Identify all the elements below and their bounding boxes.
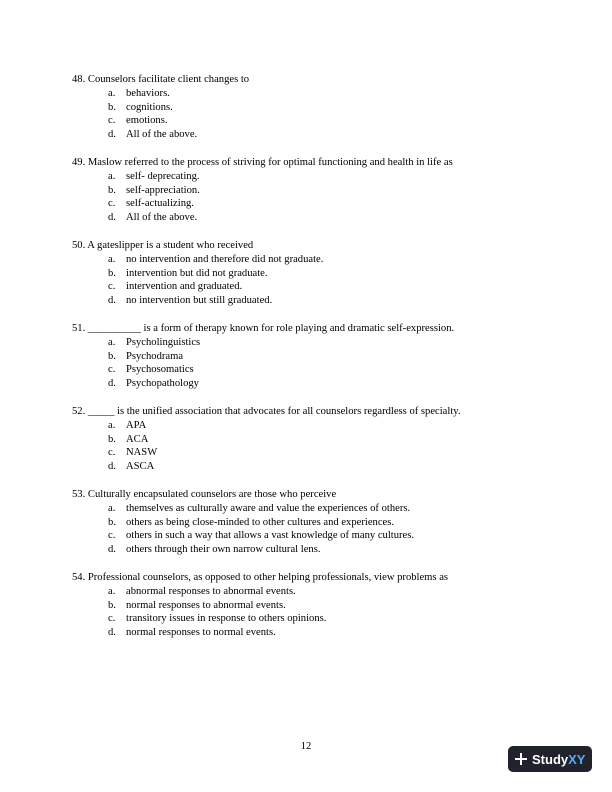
question-54 [72, 571, 552, 640]
answer-option-b: b. self-appreciation. [108, 184, 200, 196]
plus-icon [515, 753, 527, 765]
answer-option-c: c. others in such a way that allows a vast knowledge of many cultures. [108, 530, 415, 542]
question-50 [72, 239, 552, 308]
question-48 [72, 73, 552, 142]
answer-option-a: a. behaviors. [108, 87, 170, 99]
question-49 [72, 156, 552, 225]
answer-option-a: a. Psycholinguistics [108, 336, 201, 348]
answer-option-d: d. normal responses to normal events. [108, 627, 276, 639]
answer-option-d: d. others through their own narrow cultural lens. [108, 544, 321, 556]
answer-option-c: c. emotions. [108, 115, 168, 127]
answer-option-d: d. ASCA [108, 461, 155, 473]
answer-option-b: b. intervention but did not graduate. [108, 267, 268, 279]
question-53 [72, 488, 552, 557]
answer-option-c: c. intervention and graduated. [108, 281, 243, 293]
question-stem: 49. Maslow referred to the process of striving for optimal functioning and health in life as [72, 157, 453, 168]
answer-option-b: b. ACA [108, 433, 149, 445]
question-stem: 54. Professional counselors, as opposed to other helping professionals, view problems as [72, 572, 449, 583]
answer-option-c: c. self-actualizing. [108, 198, 194, 210]
question-stem: 51. __________ is a form of therapy known for role playing and dramatic self-expression. [72, 323, 455, 334]
answer-option-c: c. transitory issues in response to others opinions. [108, 613, 327, 625]
question-52 [72, 405, 552, 474]
answer-option-b: b. normal responses to abnormal events. [108, 599, 286, 611]
answer-option-c: c. NASW [108, 447, 158, 459]
studyxy-badge[interactable] [508, 746, 592, 772]
answer-option-a: a. APA [108, 419, 147, 431]
page-number: 12 [300, 741, 312, 752]
brand-text-study: Study [532, 751, 569, 767]
answer-option-c: c. Psychosomatics [108, 364, 194, 376]
answer-option-b: b. cognitions. [108, 101, 173, 113]
answer-option-a: a. themselves as culturally aware and value the experiences of others. [108, 502, 411, 514]
question-stem: 48. Counselors facilitate client changes to [72, 74, 250, 85]
answer-option-a: a. abnormal responses to abnormal events. [108, 585, 296, 597]
answer-option-a: a. no intervention and therefore did not graduate. [108, 253, 324, 265]
answer-option-a: a. self- deprecating. [108, 170, 200, 182]
answer-option-d: d. Psychopathology [108, 378, 199, 390]
answer-option-b: b. Psychodrama [108, 350, 184, 362]
question-stem: 50. A gateslipper is a student who received [72, 240, 254, 251]
question-51 [72, 322, 552, 391]
answer-option-d: d. All of the above. [108, 129, 198, 141]
answer-option-b: b. others as being close-minded to other cultures and experiences. [108, 516, 394, 528]
answer-option-d: d. All of the above. [108, 212, 198, 224]
brand-text-xy: XY [568, 751, 586, 767]
question-stem: 53. Culturally encapsulated counselors are those who perceive [72, 489, 337, 500]
question-stem: 52. _____ is the unified association that advocates for all counselors regardless of specialty. [72, 406, 461, 417]
answer-option-d: d. no intervention but still graduated. [108, 295, 273, 307]
